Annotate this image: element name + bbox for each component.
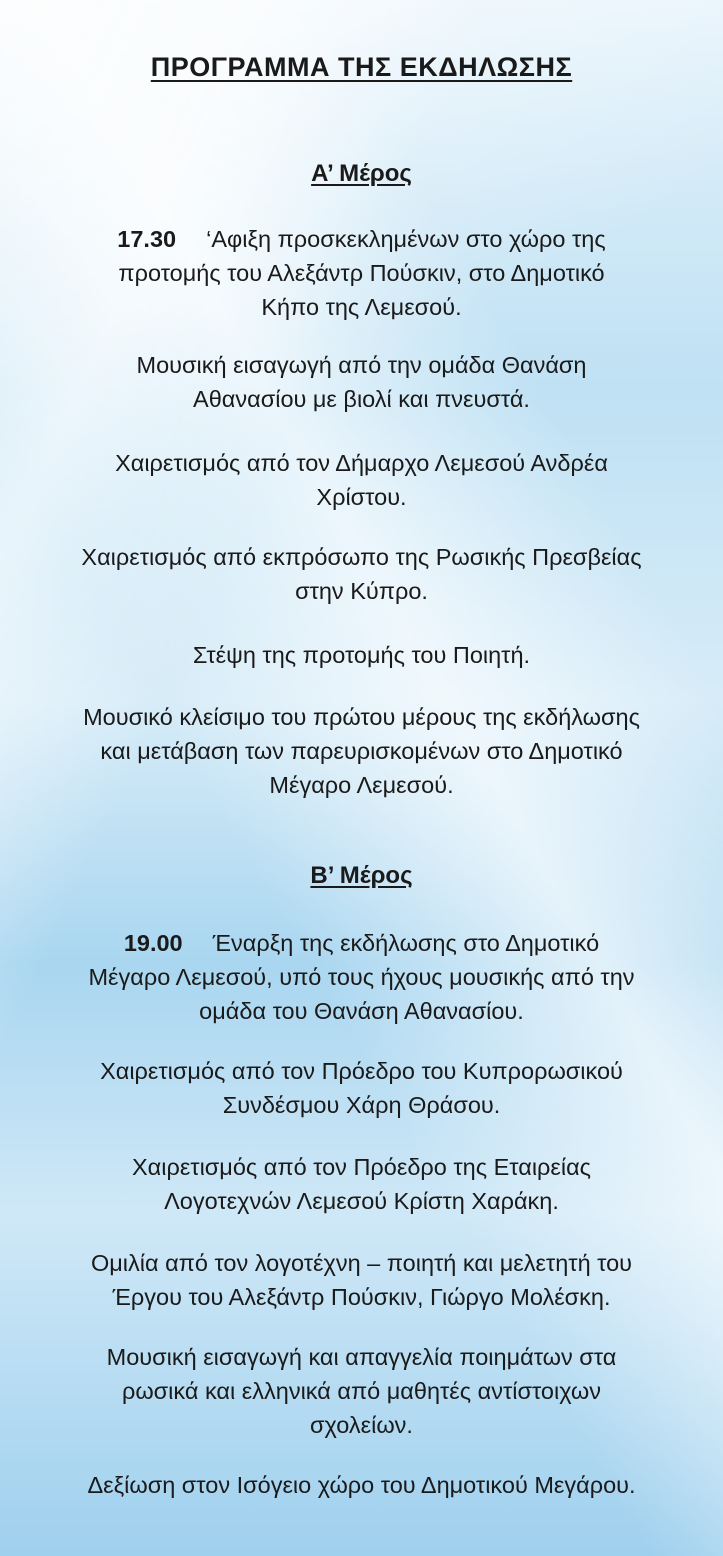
part-b-item-4-line-1: Ομιλία από τον λογοτέχνη – ποιητή και μελετητή του: [90, 1250, 633, 1276]
part-a-item-6: [20, 700, 703, 802]
part-b-item-2-line-1: Χαιρετισμός από τον Πρόεδρο του Κυπρορωσικού: [100, 1058, 623, 1084]
part-a-item-4: [20, 540, 703, 608]
part-b-item-6: [20, 1468, 703, 1502]
part-a-item-1-line-2: προτομής του Αλεξάντρ Πούσκιν, στο Δημοτικό: [118, 260, 605, 286]
part-a-item-1: [20, 222, 703, 324]
part-b-item-4: [20, 1246, 703, 1314]
part-b-item-1-line-1: 19.00 Έναρξη της εκδήλωσης στο Δημοτικό: [123, 930, 600, 956]
part-b-item-1: [20, 926, 703, 1028]
part-a-item-4-line-1: Χαιρετισμός από εκπρόσωπο της Ρωσικής Πρεσβείας: [81, 544, 642, 570]
part-a-item-1-line-3: Κήπο της Λεμεσού.: [261, 294, 462, 320]
part-b-item-5-line-3: σχολείων.: [310, 1412, 413, 1438]
part-b-item-5: [20, 1340, 703, 1442]
part-a-item-5-line-1: Στέψη της προτομής του Ποιητή.: [192, 642, 531, 668]
part-b-item-5-line-1: Μουσική εισαγωγή και απαγγελία ποιημάτων στα: [106, 1344, 617, 1370]
part-b-item-3-line-1: Χαιρετισμός από τον Πρόεδρο της Εταιρείας: [131, 1154, 592, 1180]
part-b-time: 19.00: [123, 930, 183, 956]
part-a-item-2-line-1: Μουσική εισαγωγή από την ομάδα Θανάση: [136, 352, 587, 378]
part-a-item-3-line-2: Χρίστου.: [316, 484, 407, 510]
part-a-heading: Α’ Μέρος: [311, 160, 412, 187]
part-a-time: 17.30: [117, 226, 177, 252]
part-a-item-6-line-2: και μετάβαση των παρευρισκομένων στο Δημοτικό: [100, 738, 623, 764]
part-b-item-3-line-2: Λογοτεχνών Λεμεσού Κρίστη Χαράκη.: [164, 1188, 559, 1214]
part-b-item-4-line-2: Έργου του Αλεξάντρ Πούσκιν, Γιώργο Μολέσκη.: [112, 1284, 611, 1310]
part-b-item-1-line-3: ομάδα του Θανάση Αθανασίου.: [199, 998, 524, 1024]
part-b-item-2-line-2: Συνδέσμου Χάρη Θράσου.: [222, 1092, 501, 1118]
part-a-item-4-line-2: στην Κύπρο.: [295, 578, 428, 604]
part-b-item-5-line-2: ρωσικά και ελληνικά από μαθητές αντίστοιχων: [121, 1378, 602, 1404]
part-b-item-1-line-2: Μέγαρο Λεμεσού, υπό τους ήχους μουσικής από την: [88, 964, 635, 990]
part-b-heading: Β’ Μέρος: [310, 862, 413, 889]
part-a-item-3: [20, 446, 703, 514]
part-b-item-2: [20, 1054, 703, 1122]
part-b-item-3: [20, 1150, 703, 1218]
part-a-item-6-line-1: Μουσικό κλείσιμο του πρώτου μέρους της εκδήλωσης: [83, 704, 640, 730]
part-a-item-2-line-2: Αθανασίου με βιολί και πνευστά.: [193, 386, 530, 412]
part-a-item-2: [20, 348, 703, 416]
part-a-item-6-line-3: Μέγαρο Λεμεσού.: [269, 772, 454, 798]
part-a-item-3-line-1: Χαιρετισμός από τον Δήμαρχο Λεμεσού Ανδρέα: [115, 450, 608, 476]
part-b-item-6-line-1: Δεξίωση στον Ισόγειο χώρο του Δημοτικού Μεγάρου.: [87, 1472, 636, 1498]
part-a-item-1-line-1: 17.30 ‘Αφιξη προσκεκλημένων στο χώρο της: [117, 226, 606, 252]
part-a-item-5: [20, 638, 703, 672]
page-title: ΠΡΟΓΡΑΜΜΑ ΤΗΣ ΕΚΔΗΛΩΣΗΣ: [150, 52, 573, 82]
